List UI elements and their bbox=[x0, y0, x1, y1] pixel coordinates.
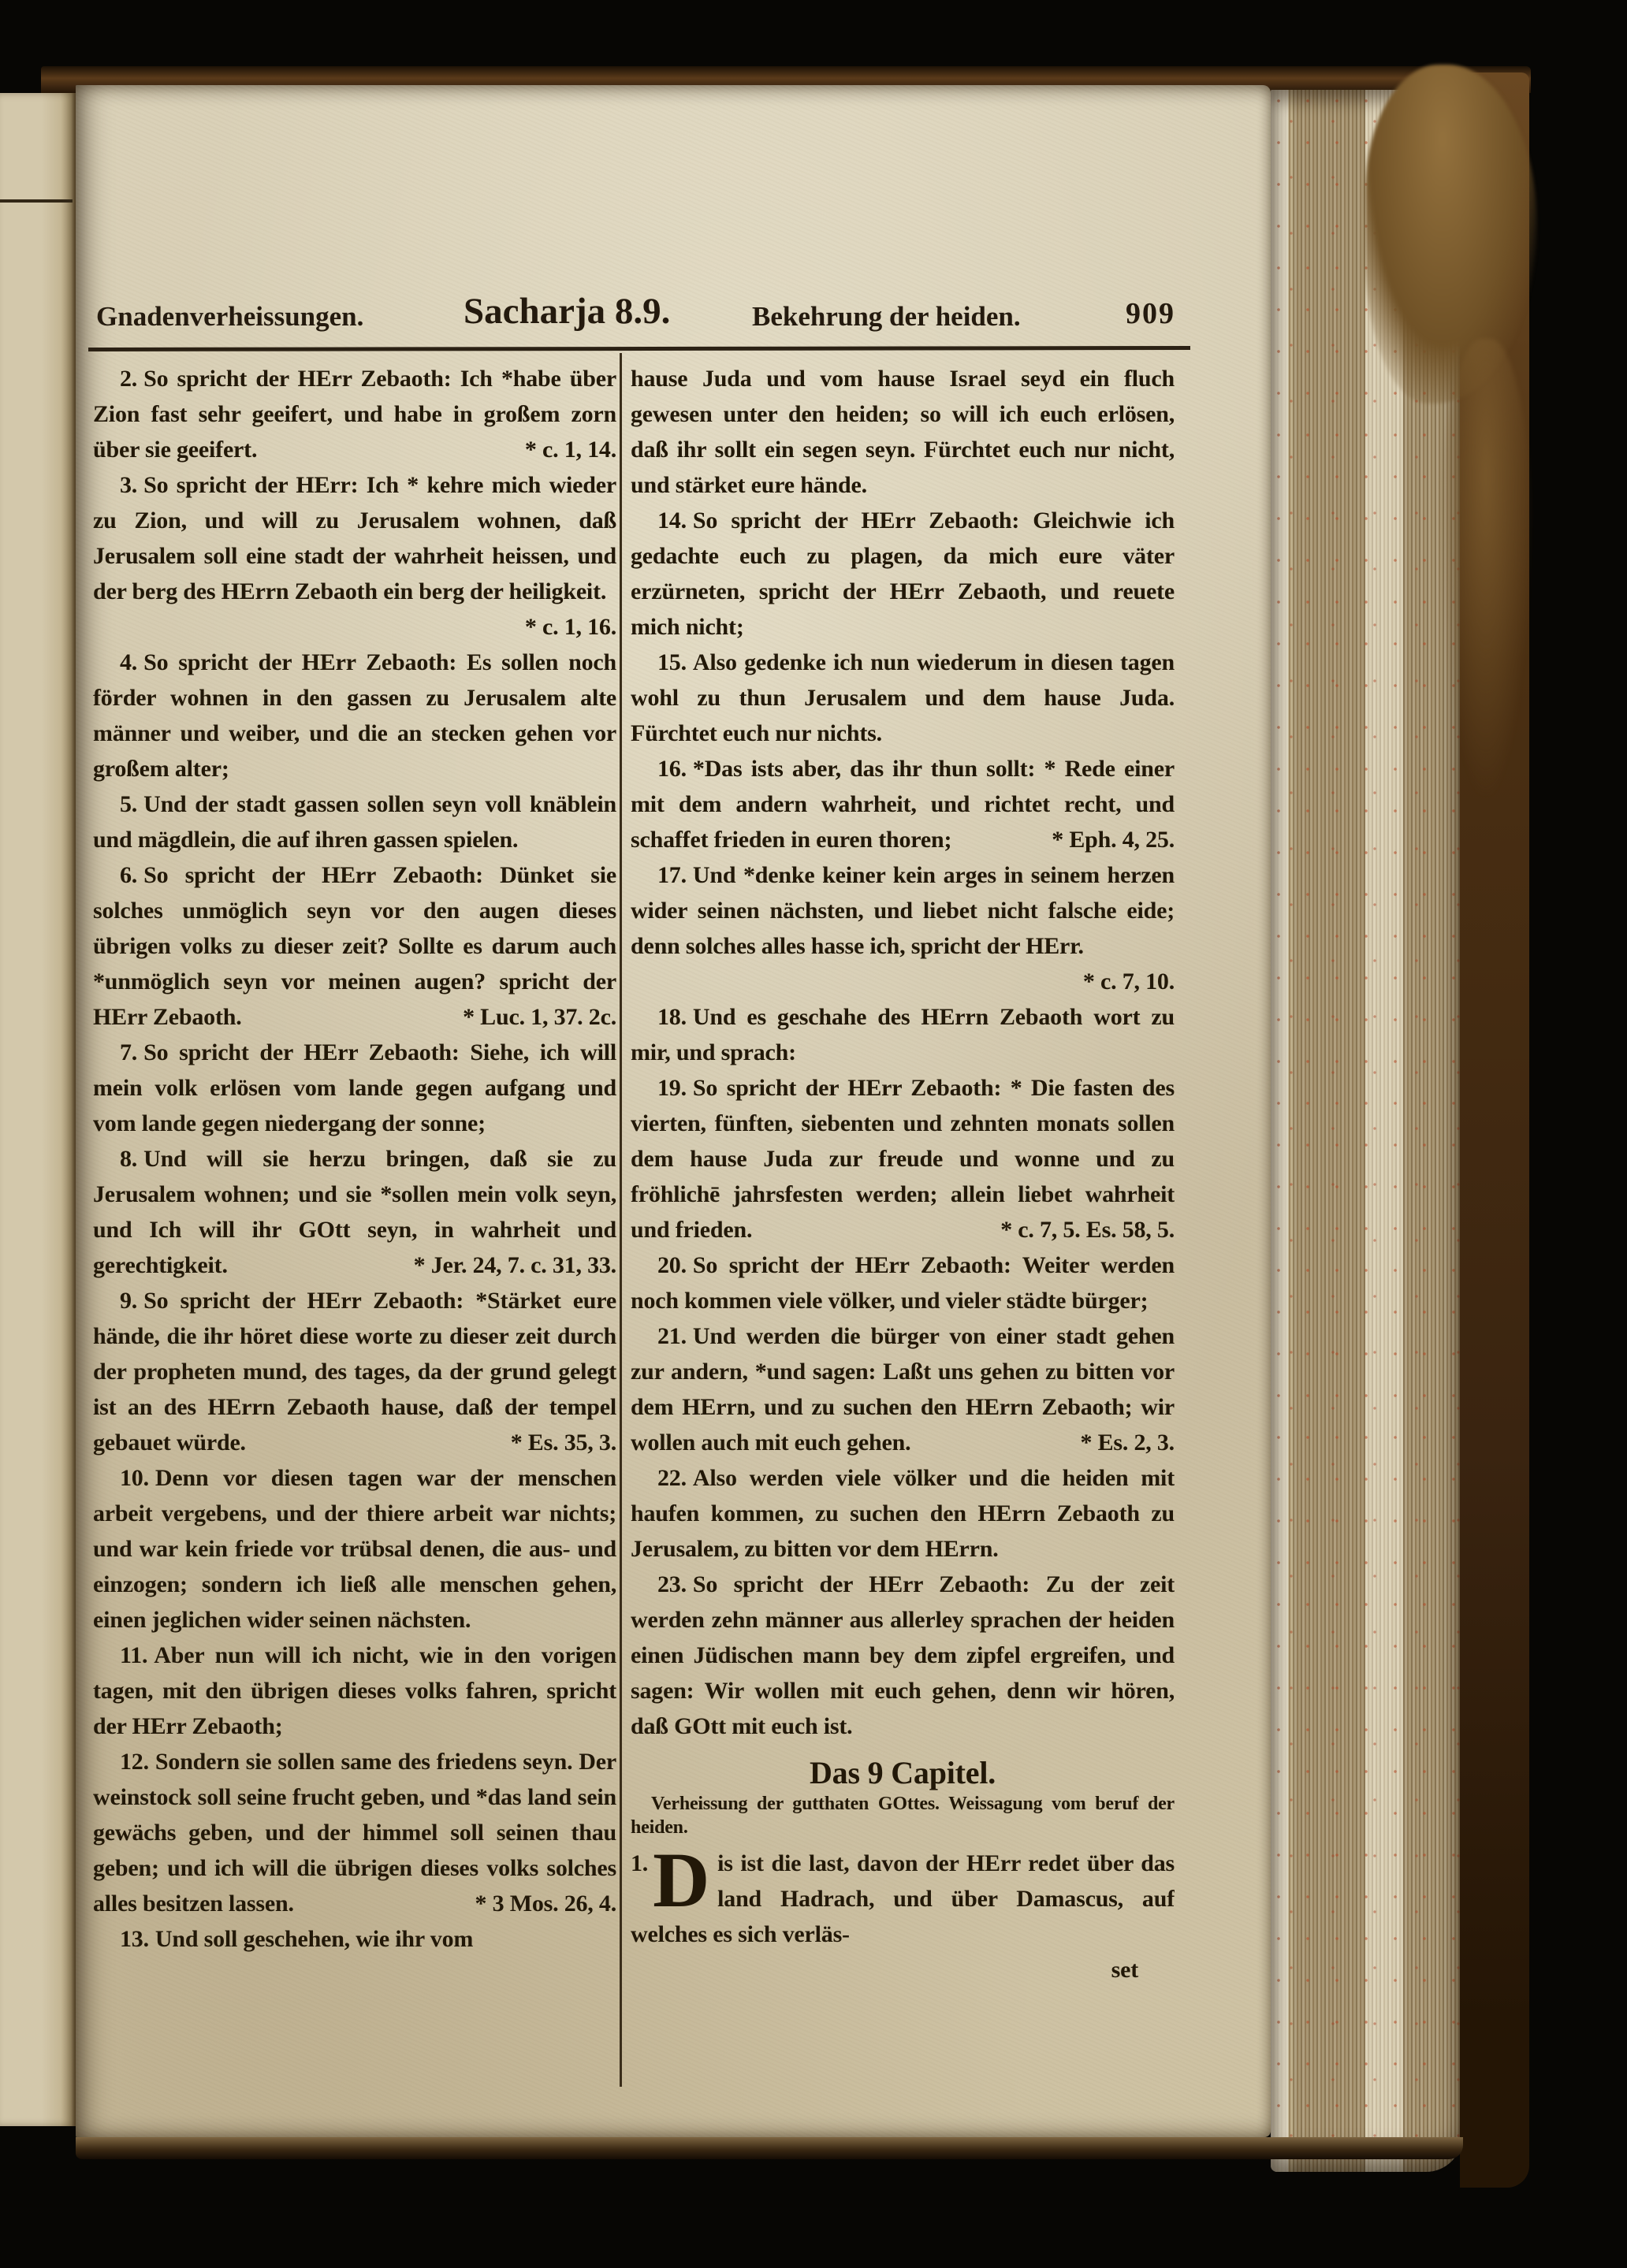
verse-number: 6. bbox=[120, 862, 138, 888]
verse-text: Also gedenke ich nun wiederum in diesen tagen wohl zu thun Jerusalem und dem hause Juda. Fürchtet euch nur nichts. bbox=[631, 649, 1175, 746]
verse bbox=[93, 1283, 616, 1460]
verse-number: 14. bbox=[657, 508, 687, 534]
running-header-title: Sacharja 8.9. bbox=[464, 291, 671, 332]
verse-number: 19. bbox=[657, 1075, 687, 1101]
verse-number: 12. bbox=[120, 1749, 149, 1775]
verse-text: Und werden die bürger von einer stadt gehen zur andern, *und sagen: Laßt uns gehen zu bitten vor dem HErrn, und zu suchen den HErrn Zebaoth; wir wollen auch mit euch gehen. bbox=[631, 1323, 1175, 1456]
verse-list-right bbox=[631, 361, 1175, 1744]
running-header-left: Gnadenverheissungen. bbox=[96, 301, 364, 332]
verse bbox=[631, 361, 1175, 503]
verse-text: So spricht der HErr Zebaoth: *Stärket eure hände, die ihr höret diese worte zu dieser zeit durch der propheten mund, des tages, da der grund gelegt ist an des HErrn Zebaoth hause, daß der tempel gebauet würde. bbox=[93, 1288, 616, 1456]
verse-cross-reference: * Jer. 24, 7. c. 31, 33. bbox=[413, 1252, 616, 1278]
verse-number: 13. bbox=[120, 1926, 149, 1952]
verse bbox=[93, 786, 616, 857]
verse-text: So spricht der HErr Zebaoth: Zu der zeit werden zehn männer aus allerley sprachen der heiden einen Jüdischen mann bey dem zipfel ergreifen, und sagen: Wir wollen mit euch gehen, denn wir hören, daß GOtt mit euch ist. bbox=[631, 1571, 1175, 1739]
header-rule bbox=[88, 346, 1190, 351]
verse-cross-reference: * c. 1, 16. bbox=[524, 614, 616, 640]
chapter-heading: Das 9 Capitel. bbox=[809, 1755, 996, 1790]
verse-list-left bbox=[93, 361, 616, 1957]
running-header-right: Bekehrung der heiden. bbox=[752, 301, 1021, 332]
verse-text: So spricht der HErr Zebaoth: Dünket sie solches unmöglich seyn vor den augen dieses übrigen volks zu dieser zeit? Sollte es darum auch *unmöglich seyn vor meinen augen? spricht der HErr Zebaoth. bbox=[93, 862, 616, 1030]
verse-cross-reference: * c. 7, 10. bbox=[1082, 969, 1175, 995]
verse bbox=[93, 857, 616, 1035]
frayed-leather-edge bbox=[1439, 339, 1532, 796]
verse bbox=[93, 645, 616, 786]
verse-cross-reference: * Luc. 1, 37. 2c. bbox=[463, 1004, 616, 1030]
verse bbox=[93, 361, 616, 467]
verse bbox=[631, 857, 1175, 999]
verse bbox=[93, 1921, 616, 1957]
verse bbox=[631, 1318, 1175, 1460]
verse bbox=[93, 1460, 616, 1638]
verse bbox=[631, 1567, 1175, 1744]
verse-number: 5. bbox=[120, 791, 138, 817]
verse-text: Also werden viele völker und die heiden mit haufen kommen, zu suchen den HErrn Zebaoth zu Jerusalem, zu bitten vor dem HErrn. bbox=[631, 1465, 1175, 1562]
verse bbox=[93, 1638, 616, 1744]
verse-text: Sondern sie sollen same des friedens seyn. Der weinstock soll seine frucht geben, und *das land sein gewächs geben, und der himmel soll seinen thau geben; und ich will die übrigen dieses volks solches alles besitzen lassen. bbox=[93, 1749, 616, 1917]
verse-text: Aber nun will ich nicht, wie in den vorigen tagen, mit den übrigen dieses volks fahren, spricht der HErr Zebaoth; bbox=[93, 1642, 616, 1739]
verse bbox=[631, 1460, 1175, 1567]
verse-text: Denn vor diesen tagen war der menschen arbeit vergebens, und der thiere arbeit war nichts; und war kein friede vor trübsal denen, die aus- und einzogen; sondern ich ließ alle menschen gehen, einen jeglichen wider seinen nächsten. bbox=[93, 1465, 616, 1633]
verse-text: So spricht der HErr Zebaoth: Gleichwie ich gedachte euch zu plagen, da mich eure väter erzürneten, spricht der HErr Zebaoth, und reuete mich nicht; bbox=[631, 508, 1175, 640]
verse-number: 9. bbox=[120, 1288, 138, 1314]
verse-cross-reference: * c. 1, 14. bbox=[524, 437, 616, 463]
verse-text: So spricht der HErr Zebaoth: Es sollen noch förder wohnen in den gassen zu Jerusalem alte männer und weiber, und die an stecken gehen vor großem alter; bbox=[93, 649, 616, 782]
verse bbox=[631, 999, 1175, 1070]
verse-text: So spricht der HErr Zebaoth: Ich *habe über Zion fast sehr geeifert, und habe in großem zorn über sie geeifert. bbox=[93, 366, 616, 463]
facing-page-sliver bbox=[0, 93, 76, 2126]
verse bbox=[631, 645, 1175, 751]
verse-text: So spricht der HErr Zebaoth: Weiter werden noch kommen viele völker, und vieler städte bürger; bbox=[631, 1252, 1175, 1314]
verse-text: Und soll geschehen, wie ihr vom bbox=[155, 1926, 474, 1952]
column-divider-rule bbox=[620, 353, 622, 2087]
verse-text: So spricht der HErr: Ich * kehre mich wieder zu Zion, und will zu Jerusalem wohnen, daß Jerusalem soll eine stadt der wahrheit heissen, und der berg des HErrn Zebaoth ein berg der heiligkeit. bbox=[93, 472, 616, 604]
verse-text: *Das ists aber, das ihr thun sollt: * Rede einer mit dem andern wahrheit, und richtet recht, und schaffet frieden in euren thoren; bbox=[631, 756, 1175, 853]
verse bbox=[93, 1744, 616, 1921]
facing-page-header-rule bbox=[0, 199, 73, 203]
verse-number: 1. bbox=[631, 1850, 649, 1876]
verse-text: Und es geschahe des HErrn Zebaoth wort zu mir, und sprach: bbox=[631, 1004, 1175, 1065]
verse-number: 10. bbox=[120, 1465, 149, 1491]
verse-number: 22. bbox=[657, 1465, 687, 1491]
verse-text: So spricht der HErr Zebaoth: Siehe, ich will mein volk erlösen vom lande gegen aufgang und vom lande gegen niedergang der sonne; bbox=[93, 1039, 616, 1136]
verse bbox=[93, 467, 616, 645]
verse-number: 17. bbox=[657, 862, 687, 888]
verse-number: 23. bbox=[657, 1571, 687, 1597]
verse-number: 2. bbox=[120, 366, 138, 392]
verse-text: So spricht der HErr Zebaoth: * Die fasten des vierten, fünften, siebenten und zehnten monats sollen dem hause Juda zur freude und wonne und zu fröhlichē jahrsfesten werden; allein liebet wahrheit und frieden. bbox=[631, 1075, 1175, 1243]
drop-cap-initial: D bbox=[653, 1846, 710, 1924]
verse bbox=[631, 751, 1175, 857]
verse-cross-reference: * Eph. 4, 25. bbox=[1052, 827, 1175, 853]
verse-text: Und *denke keiner kein arges in seinem herzen wider seinen nächsten, und liebet nicht falsche eide; denn solches alles hasse ich, spricht der HErr. bbox=[631, 862, 1175, 959]
page-number: 909 bbox=[1126, 297, 1175, 330]
text-column-right bbox=[631, 361, 1175, 1988]
verse bbox=[93, 1035, 616, 1141]
verse-number: 4. bbox=[120, 649, 138, 675]
verse-text: hause Juda und vom hause Israel seyd ein fluch gewesen unter den heiden; so will ich euch erlösen, daß ihr sollt ein segen seyn. Fürchtet euch nur nicht, und stärket eure hände. bbox=[631, 366, 1175, 498]
verse-number: 11. bbox=[120, 1642, 148, 1668]
verse-text: Und will sie herzu bringen, daß sie zu Jerusalem wohnen; und sie *sollen mein volk seyn, und Ich will ihr GOtt seyn, in wahrheit und gerechtigkeit. bbox=[93, 1146, 616, 1278]
verse-cross-reference: * Es. 2, 3. bbox=[1080, 1430, 1175, 1456]
verse-number: 8. bbox=[120, 1146, 138, 1172]
page bbox=[76, 85, 1271, 2137]
chapter-summary: Verheissung der gutthaten GOttes. Weissagung vom beruf der heiden. bbox=[631, 1794, 1175, 1838]
verse bbox=[631, 503, 1175, 645]
verse-cross-reference: * Es. 35, 3. bbox=[510, 1430, 616, 1456]
verse-number: 21. bbox=[657, 1323, 687, 1349]
verse-number: 16. bbox=[657, 756, 687, 782]
verse bbox=[631, 1247, 1175, 1318]
verse-cross-reference: * c. 7, 5. Es. 58, 5. bbox=[1000, 1217, 1175, 1243]
verse-number: 7. bbox=[120, 1039, 138, 1065]
first-verse bbox=[631, 1846, 1175, 1952]
verse-number: 15. bbox=[657, 649, 687, 675]
verse bbox=[93, 1141, 616, 1283]
verse-cross-reference: * 3 Mos. 26, 4. bbox=[475, 1891, 616, 1917]
verse-text: is ist die last, davon der HErr redet über das land Hadrach, und über Damascus, auf welches es sich verläs- bbox=[631, 1850, 1175, 1947]
verse-number: 20. bbox=[657, 1252, 687, 1278]
verse-number: 3. bbox=[120, 472, 138, 498]
verse bbox=[631, 1070, 1175, 1247]
verse-text: Und der stadt gassen sollen seyn voll knäblein und mägdlein, die auf ihren gassen spielen. bbox=[93, 791, 616, 853]
catchword: set bbox=[1111, 1957, 1138, 1983]
text-column-left bbox=[93, 361, 616, 1957]
verse-number: 18. bbox=[657, 1004, 687, 1030]
book-bottom-edge bbox=[76, 2137, 1463, 2159]
